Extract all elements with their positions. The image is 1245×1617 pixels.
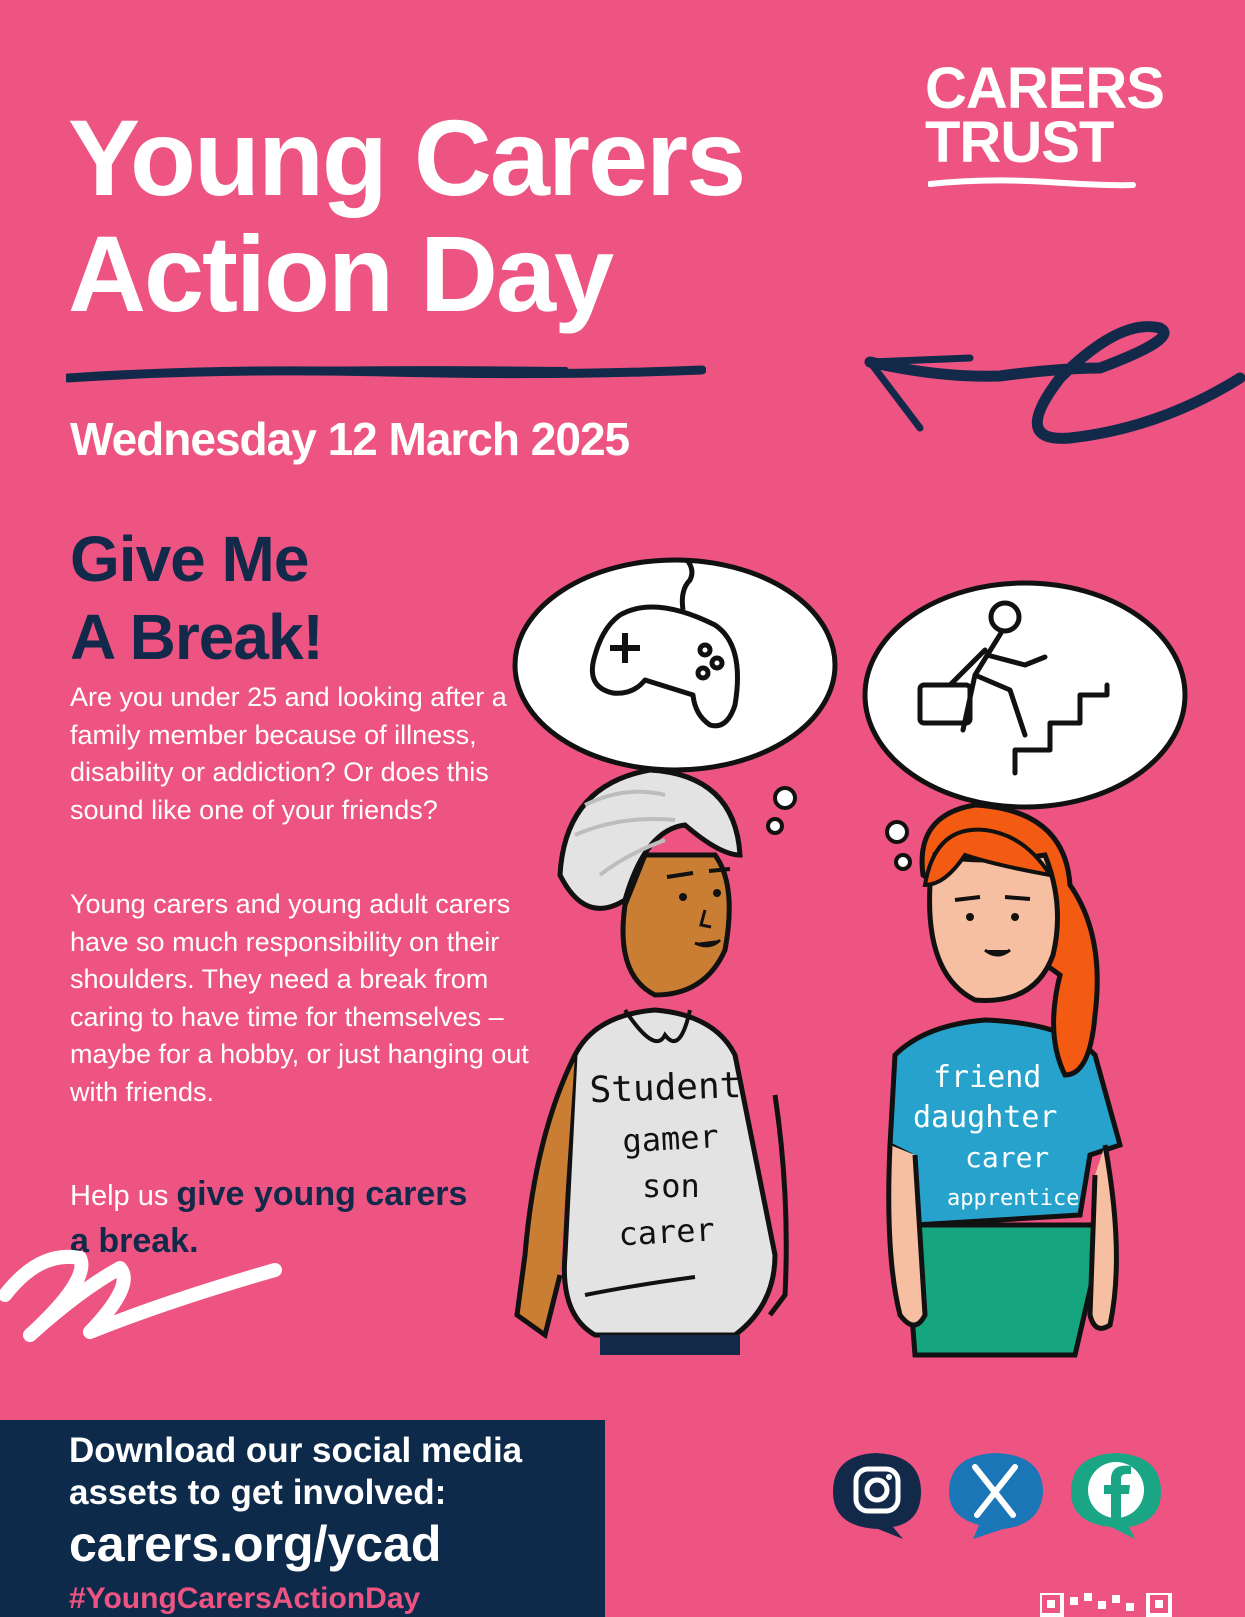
arrow-swirl-icon <box>860 318 1245 468</box>
scribble-decoration <box>0 1240 290 1350</box>
logo-line-2: TRUST <box>925 110 1114 175</box>
break-paragraph: Young carers and young adult carers have so much responsibility on their shoulders. They need a break from caring to have time for themselves – maybe for a hobby, or just hanging out with friends. <box>70 889 529 1107</box>
download-prompt <box>69 1430 522 1514</box>
girl-shirt-word-3: carer <box>965 1141 1050 1174</box>
intro-paragraph: Are you under 25 and looking after a family member because of illness, disability or addiction? Or does this sound like one of your friends? <box>70 682 507 825</box>
logo-underline-stroke <box>928 176 1138 194</box>
heading-line-1: Give Me <box>70 523 309 595</box>
qr-code[interactable] <box>1040 1593 1175 1617</box>
download-line-2: assets to get involved: <box>69 1473 447 1512</box>
title-line-2: Action Day <box>68 213 613 334</box>
boy-shirt-word-3: son <box>642 1167 700 1205</box>
girl-shirt-word-2: daughter <box>913 1100 1058 1135</box>
hashtag: #YoungCarersActionDay <box>69 1582 421 1615</box>
section-heading <box>70 520 323 676</box>
download-line-1: Download our social media <box>69 1431 523 1470</box>
carers-trust-logo <box>925 56 1164 175</box>
boy-shirt-word-4: carer <box>617 1210 716 1254</box>
title-brush-stroke <box>66 360 706 390</box>
cta-emphasis: give young carers a break. <box>70 1175 468 1260</box>
heading-line-2: A Break! <box>70 601 323 673</box>
website-link[interactable]: carers.org/ycad <box>69 1516 442 1572</box>
instagram-icon[interactable] <box>823 1447 929 1539</box>
logo-line-1: CARERS <box>925 56 1164 121</box>
page-title <box>68 97 745 334</box>
title-line-1: Young Carers <box>68 97 745 218</box>
facebook-icon[interactable] <box>1063 1447 1169 1539</box>
girl-shirt-word-4: apprentice <box>947 1186 1080 1211</box>
girl-shirt-word-1: friend <box>933 1060 1042 1095</box>
boy-student-figure <box>517 770 786 1355</box>
boy-shirt-word-2: gamer <box>621 1117 720 1161</box>
event-date: Wednesday 12 March 2025 <box>70 413 630 465</box>
x-icon[interactable] <box>943 1447 1049 1539</box>
boy-shirt-word-1: Student <box>588 1064 742 1112</box>
cta-prefix: Help us <box>70 1180 177 1212</box>
young-carers-illustration <box>505 555 1205 1375</box>
